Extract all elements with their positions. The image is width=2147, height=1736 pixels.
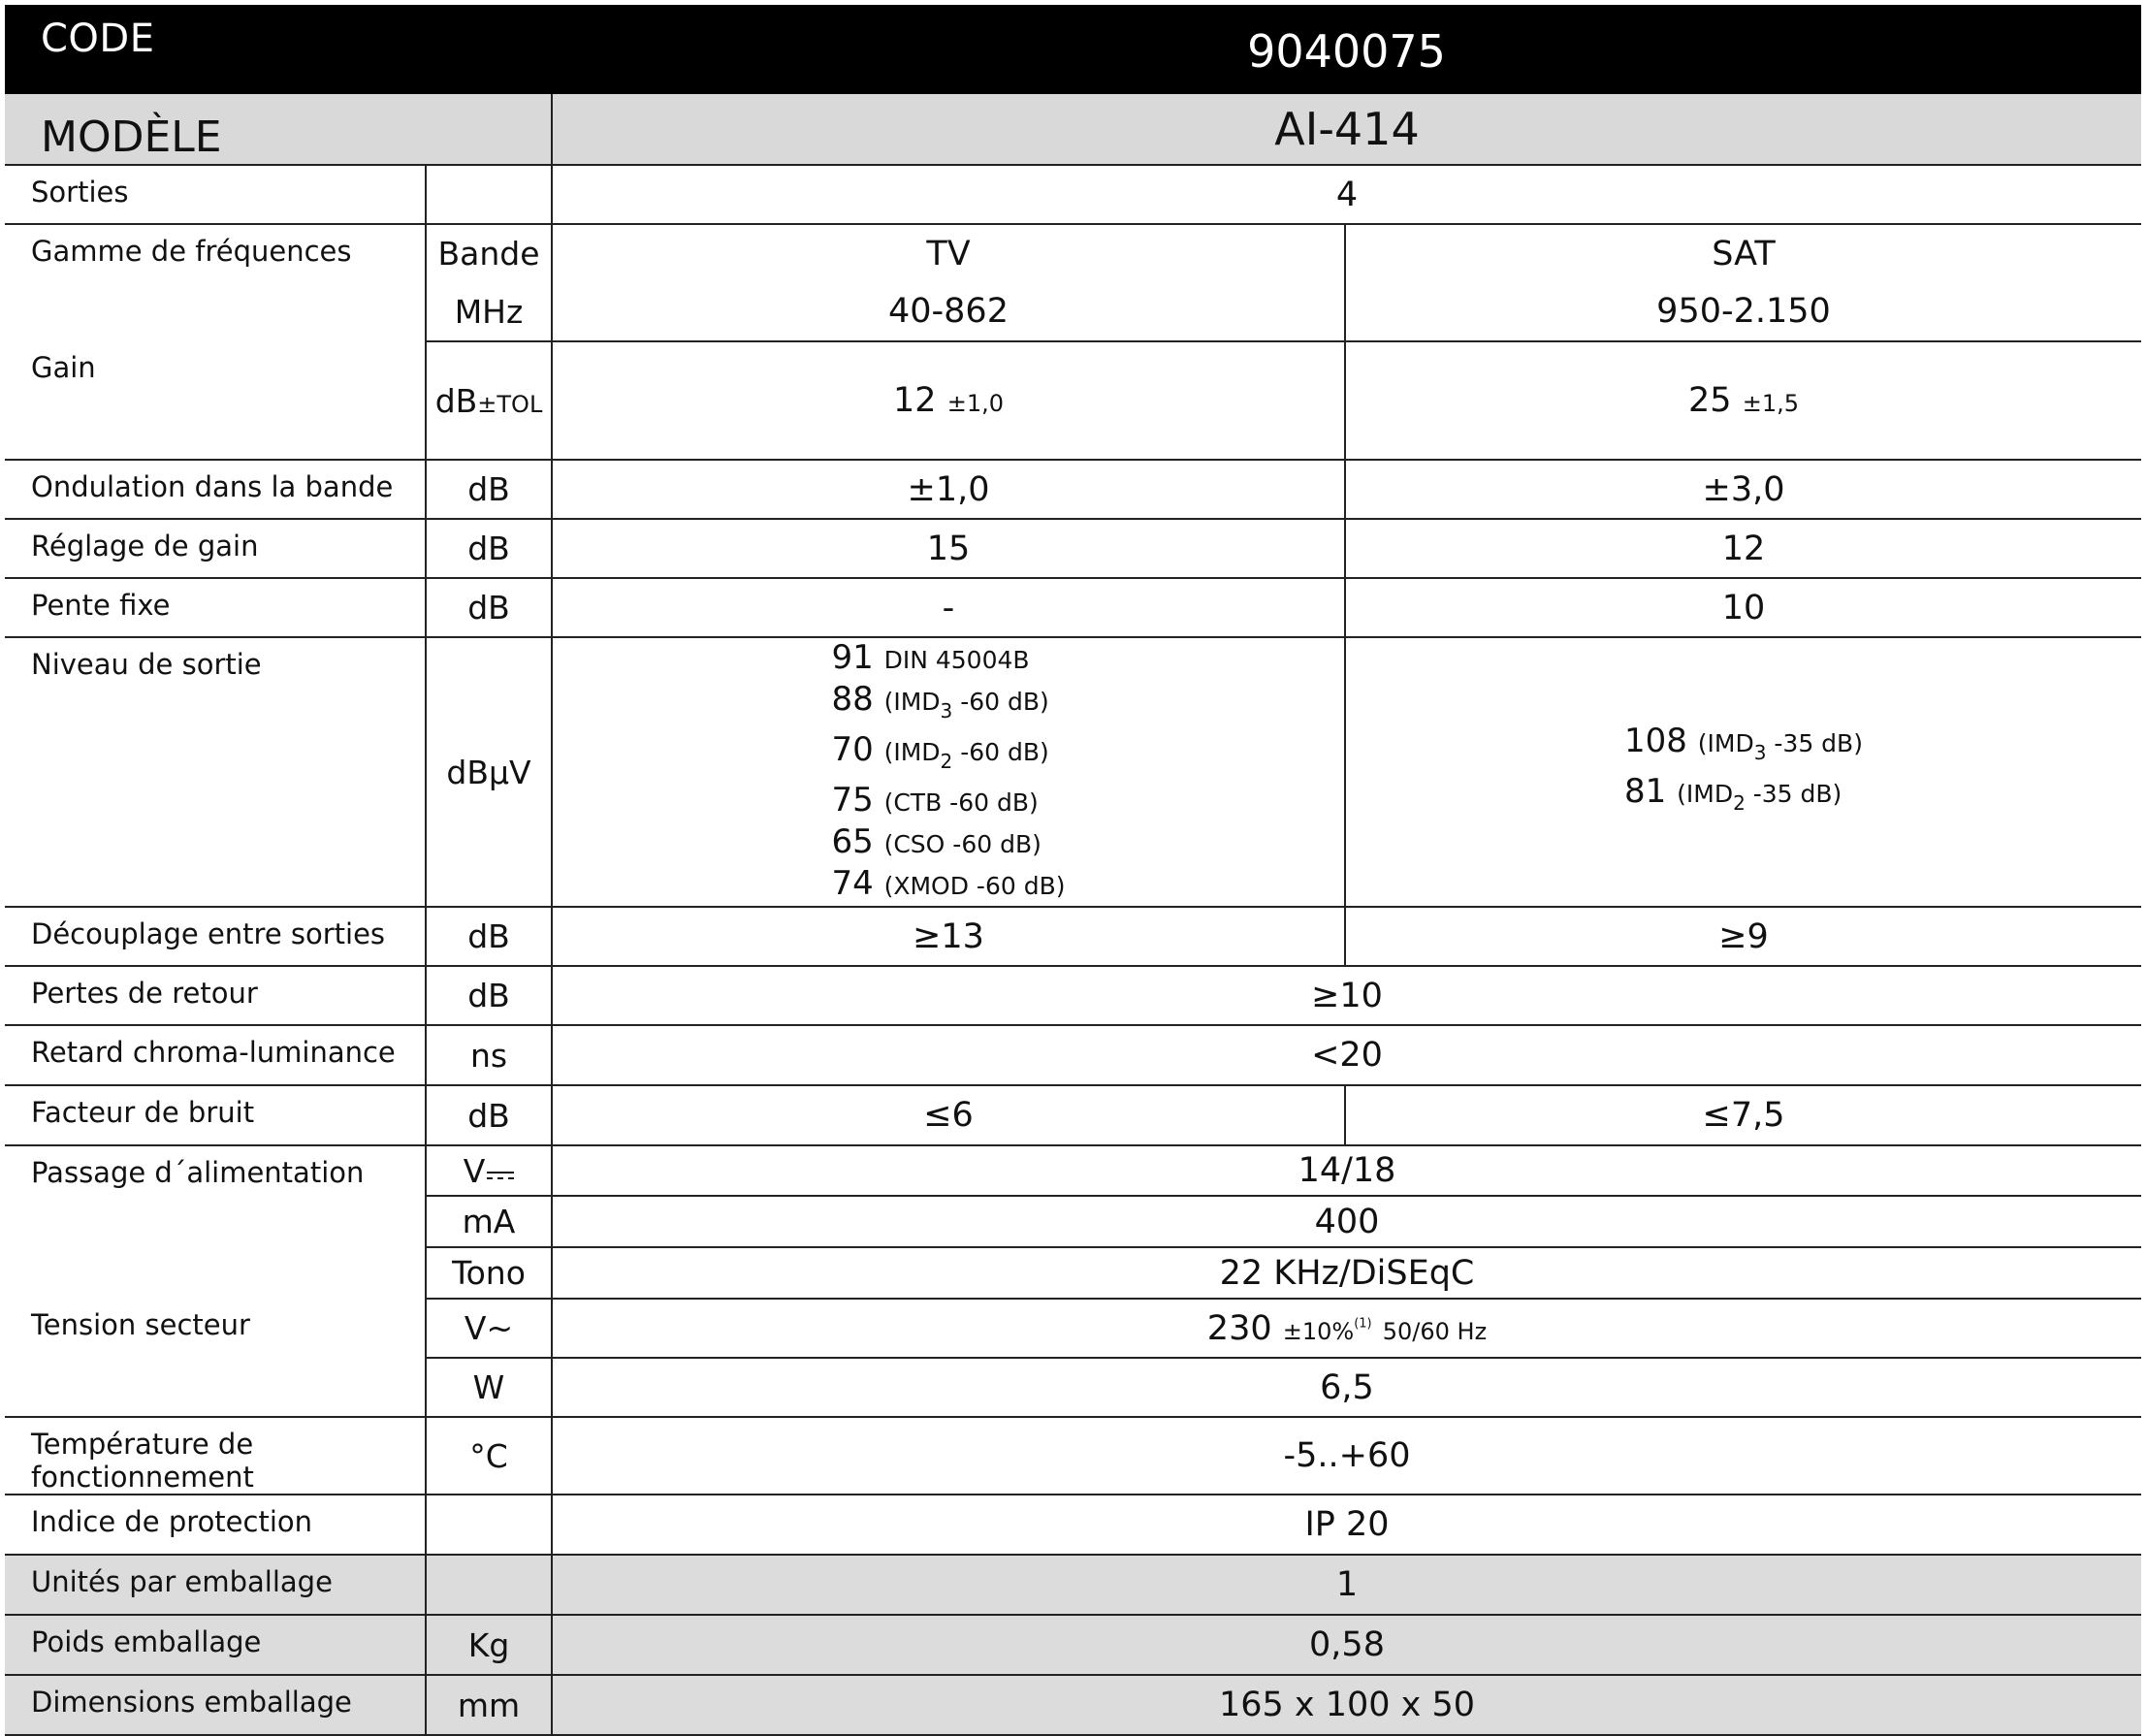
spec-row-unites [5, 1555, 2141, 1615]
spec-sheet [5, 5, 2141, 1736]
spec-row-temperature [5, 1417, 2141, 1495]
model-label: MODÈLE [5, 94, 552, 165]
model-value: AI-414 [552, 94, 2141, 165]
level-condition: (IMD [883, 688, 941, 716]
value-sat: SAT [1345, 224, 2141, 282]
value-cell: ≥10 [552, 966, 2141, 1025]
value-sat: 10 [1345, 578, 2141, 637]
value-cell: 1 [552, 1555, 2141, 1615]
level-condition: (IMD [1697, 729, 1754, 757]
spec-row-sorties [5, 165, 2141, 224]
unit-cell: dB [426, 519, 552, 578]
value-sat [1345, 637, 2141, 907]
value-cell: 165 x 100 x 50 [552, 1675, 2141, 1735]
spec-row-tension-v [5, 1299, 2141, 1358]
value-tv: 40-862 [552, 282, 1345, 341]
output-level-line [832, 680, 1066, 730]
tension-freq: 50/60 Hz [1382, 1317, 1488, 1345]
unit-cell: W [426, 1358, 552, 1417]
value-sat: 950-2.150 [1345, 282, 2141, 341]
unit-cell [426, 165, 552, 224]
unit-main: dB [434, 381, 478, 420]
unit-cell: Bande [426, 224, 552, 282]
spec-row-reglage [5, 519, 2141, 578]
unit-cell: dB [426, 966, 552, 1025]
level-condition: (IMD [883, 738, 941, 766]
level-subscript: 2 [1733, 791, 1746, 815]
unit-cell [426, 341, 552, 460]
level-condition: (CTB -60 dB) [883, 788, 1039, 817]
value-tv: - [552, 578, 1345, 637]
spec-row-bruit [5, 1085, 2141, 1145]
value-cell: 4 [552, 165, 2141, 224]
spec-row-retard [5, 1025, 2141, 1085]
param-label: Gamme de fréquences [31, 235, 352, 268]
output-level-line [1624, 722, 1863, 772]
param-label: Tension secteur [5, 1299, 426, 1417]
spec-row-pente [5, 578, 2141, 637]
level-subscript: 2 [940, 750, 953, 773]
value-tv: ≥13 [552, 907, 1345, 966]
model-row [5, 94, 2141, 165]
code-value: 9040075 [552, 5, 2141, 94]
level-condition: DIN 45004B [883, 646, 1030, 674]
unit-cell: dB [426, 578, 552, 637]
param-label: Pente fixe [5, 578, 426, 637]
value-tv: TV [552, 224, 1345, 282]
output-level-line [1624, 772, 1863, 822]
unit-volt: V [463, 1151, 486, 1190]
unit-cell: °C [426, 1417, 552, 1495]
level-value: 65 [831, 822, 874, 861]
value-tv [552, 637, 1345, 907]
level-condition: (IMD [1677, 780, 1734, 808]
level-condition-suffix: -35 dB) [1766, 729, 1863, 757]
level-condition: (CSO -60 dB) [883, 830, 1041, 858]
value-cell: 6,5 [552, 1358, 2141, 1417]
param-label: Dimensions emballage [5, 1675, 426, 1735]
spec-row-protection [5, 1495, 2141, 1555]
value-sat: ±3,0 [1345, 460, 2141, 519]
spec-row-gain [5, 341, 2141, 460]
value-cell: 400 [552, 1196, 2141, 1247]
unit-cell: ns [426, 1025, 552, 1085]
output-level-line [832, 822, 1066, 864]
value-tv: ≤6 [552, 1085, 1345, 1145]
output-level-line [832, 864, 1066, 906]
param-label: Température de fonctionnement [5, 1417, 426, 1495]
spec-row-ondulation [5, 460, 2141, 519]
param-label: Retard chroma-luminance [5, 1025, 426, 1085]
unit-cell: mm [426, 1675, 552, 1735]
value-cell: IP 20 [552, 1495, 2141, 1555]
level-value: 81 [1624, 772, 1667, 811]
unit-cell [426, 1495, 552, 1555]
unit-cell: dBµV [426, 637, 552, 907]
gain-sat-tol: ±1,5 [1742, 390, 1799, 417]
output-level-line [832, 730, 1066, 781]
param-label: Découplage entre sorties [5, 907, 426, 966]
spec-table [5, 5, 2141, 1736]
level-value: 88 [831, 680, 874, 719]
level-value: 108 [1624, 722, 1687, 760]
value-tv: 15 [552, 519, 1345, 578]
spec-row-decouplage [5, 907, 2141, 966]
param-label: Pertes de retour [5, 966, 426, 1025]
level-condition: (XMOD -60 dB) [883, 872, 1066, 900]
level-value: 75 [831, 781, 874, 820]
unit-cell: Tono [426, 1247, 552, 1299]
unit-cell: dB [426, 1085, 552, 1145]
value-cell: 0,58 [552, 1615, 2141, 1675]
param-label: Indice de protection [5, 1495, 426, 1555]
level-condition-suffix: -60 dB) [952, 738, 1049, 766]
unit-cell: Kg [426, 1615, 552, 1675]
unit-cell: dB [426, 907, 552, 966]
level-value: 91 [831, 638, 874, 677]
value-sat: 12 [1345, 519, 2141, 578]
param-label: Facteur de bruit [5, 1085, 426, 1145]
tension-tol: ±10% [1282, 1317, 1355, 1345]
code-row [5, 5, 2141, 94]
value-cell: 22 KHz/DiSEqC [552, 1247, 2141, 1299]
param-label: Passage d´alimentation [31, 1156, 365, 1189]
unit-tolerance: ±TOL [477, 390, 543, 418]
value-sat [1345, 341, 2141, 460]
level-subscript: 3 [1753, 741, 1767, 764]
level-condition-suffix: -35 dB) [1745, 780, 1843, 808]
output-level-line [832, 781, 1066, 822]
param-label: Unités par emballage [5, 1555, 426, 1615]
value-cell [552, 1299, 2141, 1358]
dc-symbol-icon [487, 1169, 514, 1182]
spec-row-niveau [5, 637, 2141, 907]
spec-row-gamme-band [5, 224, 2141, 282]
spec-row-dimensions [5, 1675, 2141, 1735]
unit-cell: V~ [426, 1299, 552, 1358]
tension-main: 230 [1206, 1308, 1272, 1348]
param-label: Gain [5, 341, 426, 460]
footnote-marker: (1) [1354, 1315, 1372, 1331]
code-label: CODE [5, 5, 552, 94]
gain-sat: 25 [1688, 381, 1732, 420]
value-cell: -5..+60 [552, 1417, 2141, 1495]
value-sat: ≤7,5 [1345, 1085, 2141, 1145]
value-tv [552, 341, 1345, 460]
param-label: Poids emballage [5, 1615, 426, 1675]
unit-cell: dB [426, 460, 552, 519]
level-value: 74 [831, 864, 874, 903]
output-levels-tv [832, 638, 1066, 906]
param-label: Réglage de gain [5, 519, 426, 578]
unit-cell: mA [426, 1196, 552, 1247]
level-condition-suffix: -60 dB) [952, 688, 1049, 716]
level-subscript: 3 [940, 699, 953, 723]
spec-row-poids [5, 1615, 2141, 1675]
output-levels-sat [1624, 722, 1863, 822]
param-label: Sorties [5, 165, 426, 224]
unit-cell [426, 1555, 552, 1615]
param-label: Niveau de sortie [5, 637, 426, 907]
unit-cell [426, 1145, 552, 1196]
gain-tv-tol: ±1,0 [946, 390, 1004, 417]
unit-cell: MHz [426, 282, 552, 341]
level-value: 70 [831, 730, 874, 769]
spec-row-alim-v [5, 1145, 2141, 1196]
value-cell: 14/18 [552, 1145, 2141, 1196]
output-level-line [832, 638, 1066, 680]
value-cell: <20 [552, 1025, 2141, 1085]
gain-tv: 12 [893, 381, 937, 420]
spec-row-pertes [5, 966, 2141, 1025]
value-sat: ≥9 [1345, 907, 2141, 966]
param-label: Ondulation dans la bande [5, 460, 426, 519]
value-tv: ±1,0 [552, 460, 1345, 519]
